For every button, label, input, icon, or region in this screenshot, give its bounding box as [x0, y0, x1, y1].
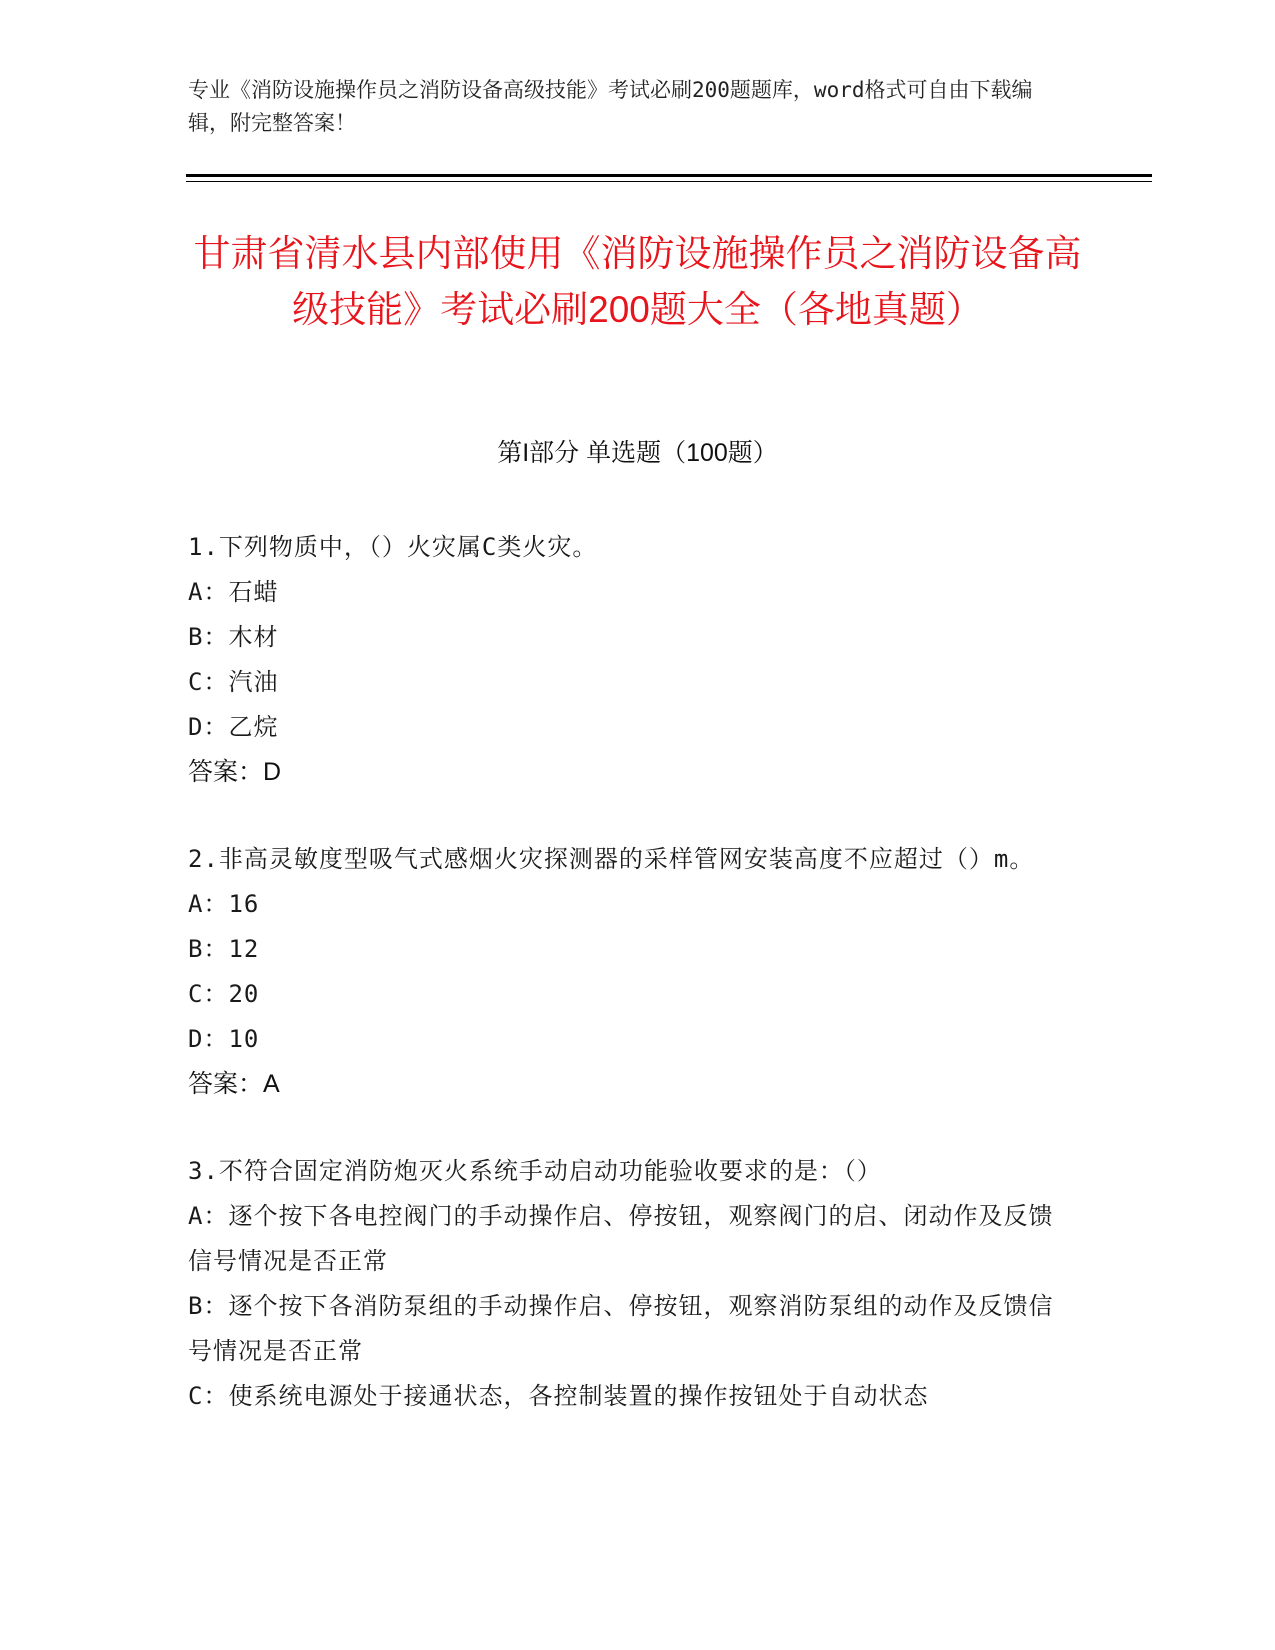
section-heading: 第I部分 单选题（100题）: [497, 439, 778, 467]
question-list: [188, 525, 1068, 1419]
option-d: D：10: [188, 1025, 260, 1053]
option-a: A：石蜡: [188, 578, 279, 606]
header-rule-thin: [186, 181, 1152, 182]
header-rule-thick: [186, 174, 1152, 177]
question-stem: 3.不符合固定消防炮灭火系统手动启动功能验收要求的是：（）: [188, 1157, 882, 1185]
option-a: A：16: [188, 890, 260, 918]
option-b: B：12: [188, 935, 260, 963]
option-c: C：汽油: [188, 668, 279, 696]
question-spacer: [188, 1107, 1068, 1149]
option-d: D：乙烷: [188, 713, 279, 741]
question-spacer: [188, 795, 1068, 837]
header-note: 专业《消防设施操作员之消防设备高级技能》考试必刷200题题库，word格式可自由下载编辑，附完整答案！: [188, 78, 1033, 135]
question-stem: 1.下列物质中，（）火灾属C类火灾。: [188, 533, 598, 561]
document-title: 甘肃省清水县内部使用《消防设施操作员之消防设备高级技能》考试必刷200题大全（各地真题）: [193, 233, 1082, 330]
answer: 答案：A: [188, 1070, 280, 1098]
answer: 答案：D: [188, 758, 282, 786]
question-stem: 2.非高灵敏度型吸气式感烟火灾探测器的采样管网安装高度不应超过（）m。: [188, 845, 1035, 873]
option-b: B：木材: [188, 623, 279, 651]
option-b: B：逐个按下各消防泵组的手动操作启、停按钮，观察消防泵组的动作及反馈信号情况是否正常: [188, 1292, 1054, 1365]
option-c: C：20: [188, 980, 260, 1008]
question-1: [188, 525, 1068, 795]
option-a: A：逐个按下各电控阀门的手动操作启、停按钮，观察阀门的启、闭动作及反馈信号情况是否正常: [188, 1202, 1054, 1275]
question-3: [188, 1149, 1068, 1419]
question-2: [188, 837, 1068, 1107]
option-c: C：使系统电源处于接通状态，各控制装置的操作按钮处于自动状态: [188, 1382, 929, 1410]
